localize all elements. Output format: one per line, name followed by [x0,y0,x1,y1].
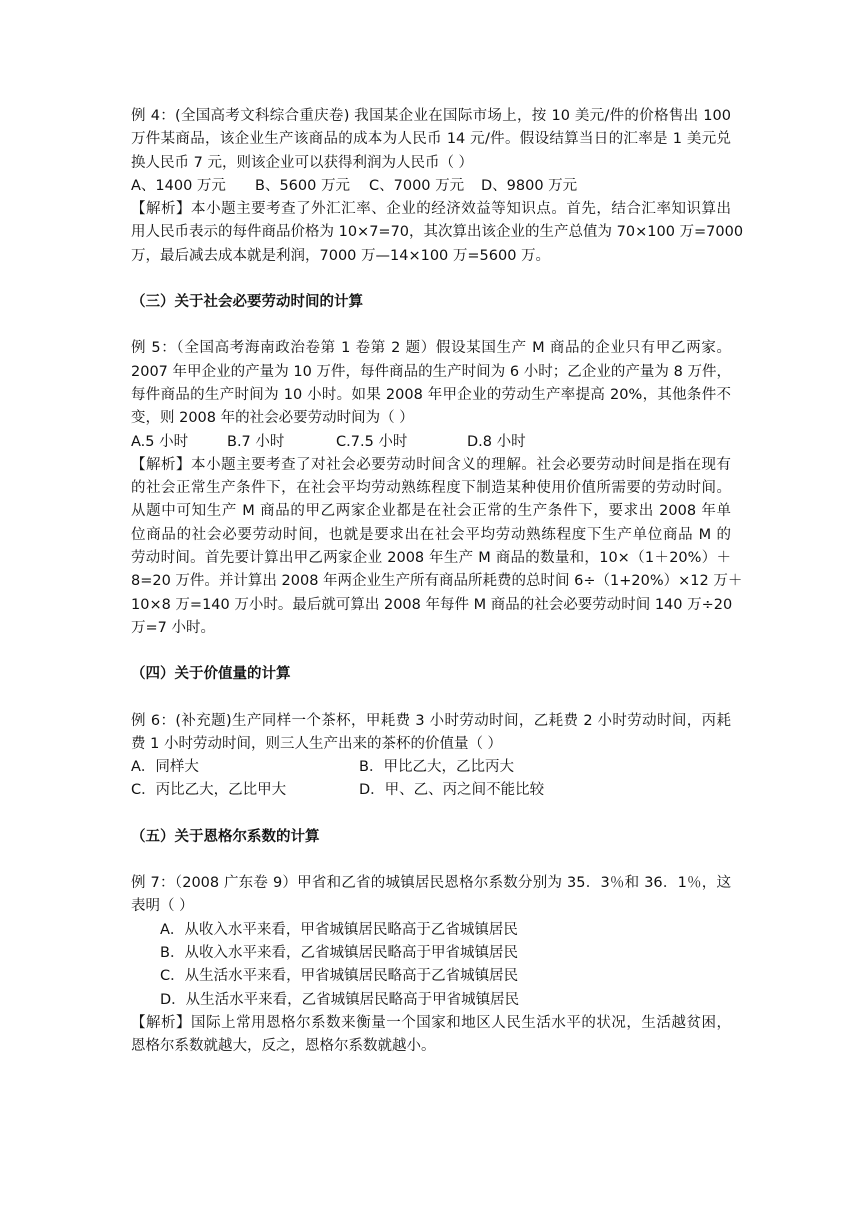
analysis-line: 10×8 万=140 万小时。最后就可算出 2008 年每件 M 商品的社会必要劳动时间 140 万÷20 [131,596,733,613]
option-b: B、5600 万元 [255,177,350,194]
question-line: 例 4：(全国高考文科综合重庆卷) 我国某企业在国际市场上，按 10 美元/件的价格售出 100 [131,108,731,124]
answer-options [131,431,731,454]
option-a: A．从收入水平来看，甲省城镇居民略高于乙省城镇居民 [160,921,518,938]
question-line: 例 7：（2008 广东卷 9）甲省和乙省的城镇居民恩格尔系数分别为 35．3％和 36．1％，这 [131,875,731,892]
question-line: 2007 年甲企业的产量为 10 万件，每件商品的生产时间为 6 小时；乙企业的产量为 8 万件， [131,363,731,380]
answer-options [131,175,731,198]
option-a: A、1400 万元 [131,177,226,194]
analysis-line: 位商品的社会必要劳动时间，也就是要求出在社会平均劳动熟练程度下生产单位商品 M 的 [131,526,731,543]
question-line: 每件商品的生产时间为 10 小时。如果 2008 年甲企业的劳动生产率提高 20%，其他条件不 [131,386,731,403]
analysis-line: 万=7 小时。 [131,619,215,636]
option-d: D.8 小时 [467,433,526,450]
option-b: B.7 小时 [227,433,285,450]
analysis-line: 8=20 万件。并计算出 2008 年两企业生产所有商品所耗费的总时间 6÷（1+20%）×12 万＋ [131,573,743,590]
section-heading: （四）关于价值量的计算 [131,666,291,683]
analysis-line: 【解析】本小题主要考查了对社会必要劳动时间含义的理解。社会必要劳动时间是指在现有 [131,456,731,473]
option-c: C．从生活水平来看，甲省城镇居民略高于乙省城镇居民 [160,968,519,985]
question-line: 换人民币 7 元，则该企业可以获得利润为人民币（ ） [131,154,474,171]
section-heading: （五）关于恩格尔系数的计算 [131,828,320,845]
option-c: C、7000 万元 [369,177,465,194]
analysis-line: 劳动时间。首先要计算出甲乙两家企业 2008 年生产 M 商品的数量和，10×（1＋20%）＋ [131,550,731,567]
option-b: B．从收入水平来看，乙省城镇居民略高于甲省城镇居民 [160,944,518,961]
analysis-line: 【解析】本小题主要考查了外汇汇率、企业的经济效益等知识点。首先，结合汇率知识算出 [131,201,731,218]
question-line: 例 6：(补充题)生产同样一个茶杯，甲耗费 3 小时劳动时间，乙耗费 2 小时劳动时间，丙耗 [131,712,731,729]
option-d: D、9800 万元 [481,177,578,194]
option-c: C．丙比乙大，乙比甲大 [131,782,287,799]
option-d: D．甲、乙、丙之间不能比较 [359,782,545,799]
document-content [131,105,744,1058]
analysis-line: 【解析】国际上常用恩格尔系数来衡量一个国家和地区人民生活水平的状况，生活越贫困， [131,1014,731,1031]
option-c: C.7.5 小时 [336,433,408,450]
question-line: 变，则 2008 年的社会必要劳动时间为（ ） [131,410,414,427]
analysis-line: 恩格尔系数就越大，反之，恩格尔系数就越小。 [131,1038,436,1055]
analysis-line: 用人民币表示的每件商品价格为 10×7=70，其次算出该企业的生产总值为 70×100 万=7000 [131,224,744,241]
example-6 [131,710,731,803]
answer-options-row [131,756,731,779]
question-line: 费 1 小时劳动时间，则三人生产出来的茶杯的价值量（ ） [131,735,503,752]
question-line: 万件某商品，该企业生产该商品的成本为人民币 14 元/件。假设结算当日的汇率是 1 美元兑 [131,131,731,148]
question-line: 表明（ ） [131,898,194,915]
section-heading: （三）关于社会必要劳动时间的计算 [131,294,363,311]
question-line: 例 5：（全国高考海南政治卷第 1 卷第 2 题）假设某国生产 M 商品的企业只有甲乙两家。 [131,340,731,357]
example-5 [131,337,743,640]
option-d: D．从生活水平来看，乙省城镇居民略高于甲省城镇居民 [160,991,520,1008]
analysis-line: 的社会正常生产条件下，在社会平均劳动熟练程度下制造某种使用价值所需要的劳动时间。 [131,480,731,497]
option-a: A．同样大 [131,759,199,776]
answer-options-row [131,779,731,802]
option-a: A.5 小时 [131,433,189,450]
example-4 [131,105,744,268]
analysis-line: 从题中可知生产 M 商品的甲乙两家企业都是在社会正常的生产条件下，要求出 2008 年单 [131,503,731,520]
analysis-line: 万，最后减去成本就是利润，7000 万—14×100 万=5600 万。 [131,247,551,264]
option-b: B．甲比乙大，乙比丙大 [359,759,514,776]
example-7 [131,872,731,1058]
